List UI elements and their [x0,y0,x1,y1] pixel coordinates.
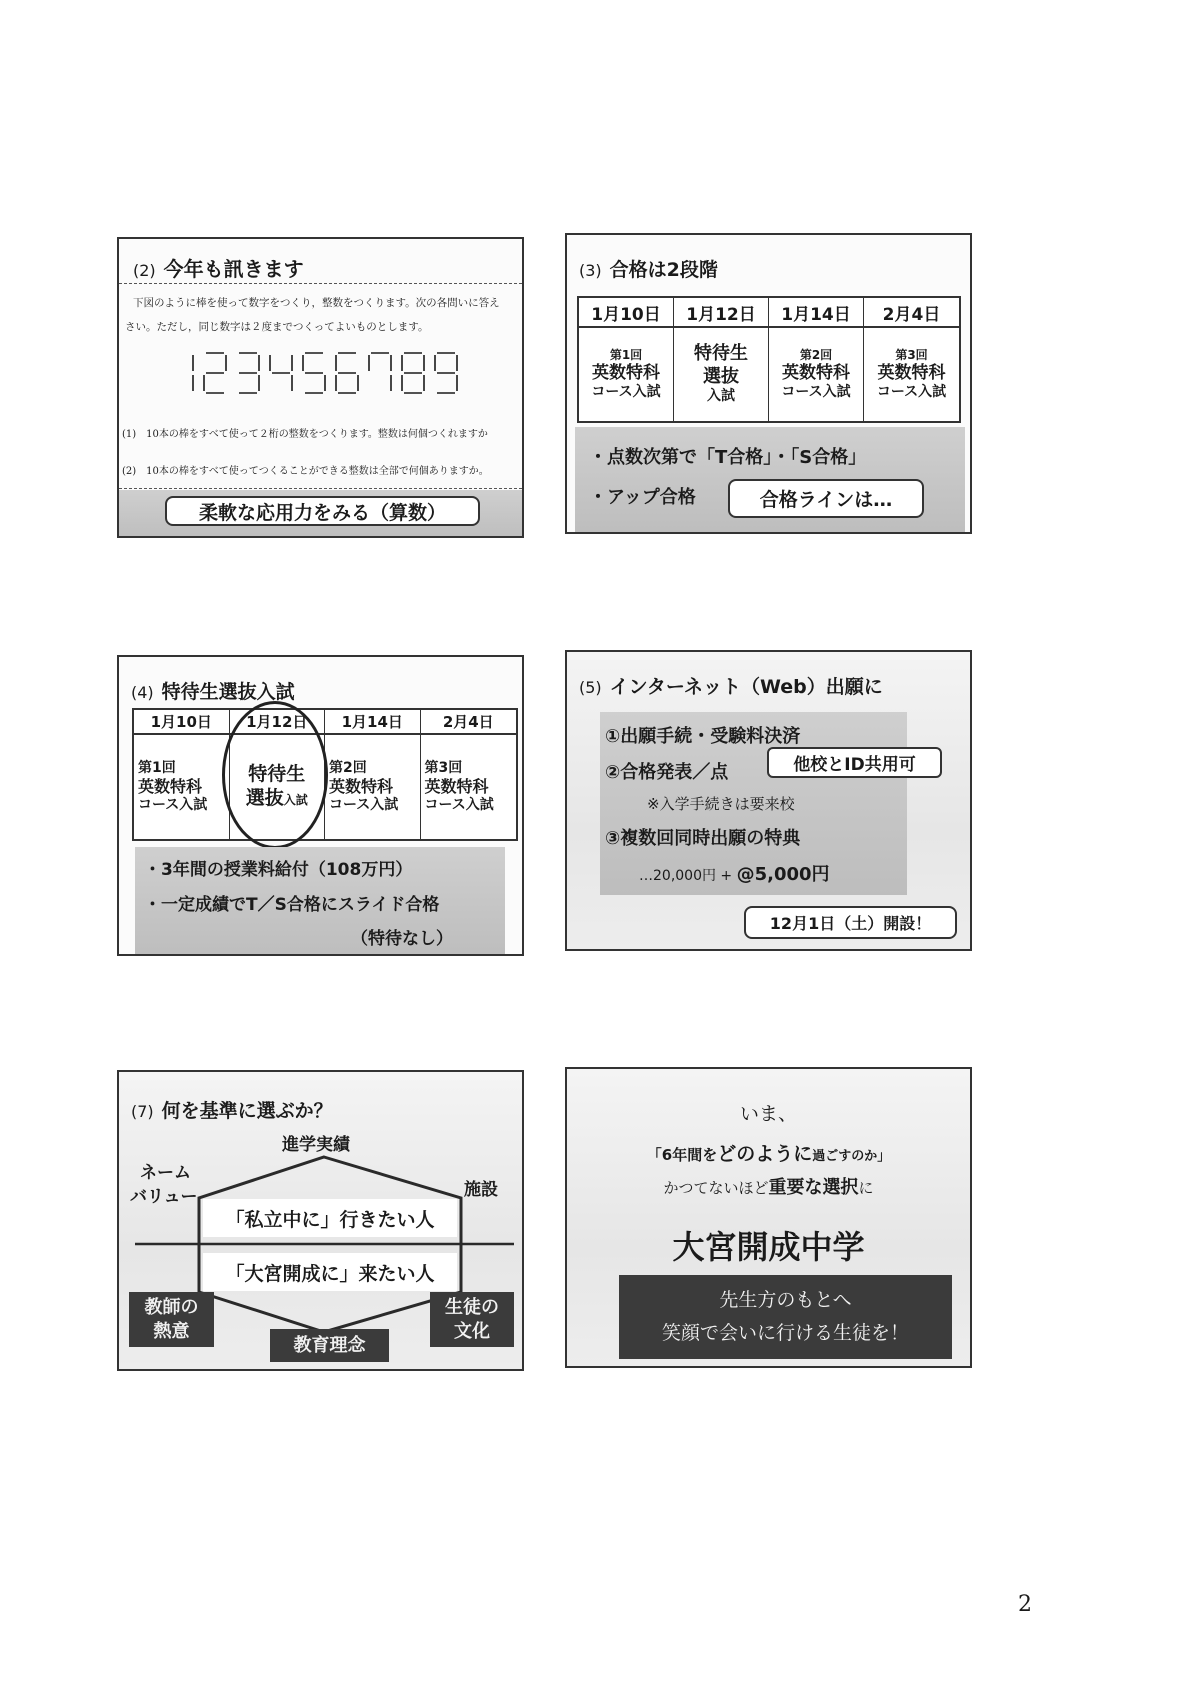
slide-closing-message [565,1067,972,1368]
slide-number: (7) [131,1102,154,1121]
exam-round: 第2回 [799,347,833,362]
box-line: 文化 [454,1320,490,1342]
callout-box: 合格ラインは… [728,479,924,518]
private-school-box: 「私立中に」行きたい人 [203,1199,457,1237]
slide-header [579,255,718,282]
box-line: 笑顔で会いに行ける生徒を！ [661,1322,909,1344]
exam-round: 第3回 [424,759,463,776]
highlight-ellipse [222,701,328,849]
box-line: 先生方のもとへ [719,1289,852,1312]
slide-5-web-application [565,650,972,951]
bullet-note: （特待なし） [351,929,453,949]
exam-course: 特待生 [694,343,748,365]
table-header-date: 1月14日 [769,298,864,328]
divider [119,283,522,284]
slide-number: (5) [579,678,602,697]
seven-segment-digit [204,353,226,393]
question-1: (1) 10本の棒をすべて使って２桁の整数をつくります。整数は何個つくれますか [122,429,488,440]
table-cell [421,735,517,839]
callout-box: 他校とID共用可 [767,747,942,778]
note-line: ※入学手続きは要来校 [647,795,795,813]
box-line: 教師の [144,1297,199,1319]
message-part: 重要な選択 [768,1177,859,1198]
slide-2-math-question [117,237,524,538]
slide-header [579,672,883,699]
problem-text-line: さい。ただし，同じ数字は２度までつくってよいものとします。 [125,321,429,333]
table-cell [769,328,864,421]
question-2: (2) 10本の棒をすべて使ってつくることができる整数は全部で何個ありますか。 [122,466,489,477]
exam-schedule-table [577,296,961,423]
seven-segment-digit [402,353,424,393]
exam-course: 選抜 [245,787,284,809]
table-header-date: 1月10日 [579,298,674,328]
slide-title: 合格は2段階 [609,259,718,281]
table-cell [325,735,421,839]
open-date-box: 12月1日（土）開設！ [744,906,957,939]
seven-segment-digit [303,353,325,393]
problem-text-line: 下図のように棒を使って数字をつくり，整数をつくります。次の各問いに答え [133,297,500,309]
seven-segment-digit [239,353,259,393]
student-culture-box [430,1292,514,1347]
exam-type: コース入試 [591,383,661,400]
table-header-date: 1月12日 [674,298,769,328]
slide-title: 何を基準に選ぶか？ [161,1100,333,1122]
slide-number: (4) [131,683,154,702]
omiya-kaisei-box: 「大宮開成に」来たい人 [203,1253,457,1291]
message-line [567,1173,970,1199]
message-line: いま、 [739,1103,797,1125]
exam-type: コース入試 [138,797,208,813]
table-header-date: 2月4日 [864,298,959,328]
exam-type: 入試 [283,793,308,807]
fee-prefix: …20,000円 + [639,868,737,884]
box-line: 生徒の [445,1297,499,1319]
exam-course: 英数特科 [329,777,394,796]
message-part: 過ごすのか」 [812,1149,891,1164]
criterion-label: 施設 [464,1180,498,1200]
seven-segment-digits [167,349,467,399]
exam-course: 英数特科 [592,362,660,383]
message-part: に [858,1179,874,1197]
slide-7-selection-criteria [117,1070,524,1371]
bullet-text: ・アップ合格 [589,487,696,508]
exam-course: 特待生 [248,763,306,786]
slide-title: 今年も訊きます [163,257,304,281]
criterion-label: バリュー [130,1187,198,1207]
seven-segment-digit [336,353,358,393]
exam-type: 入試 [707,388,735,405]
school-name: 大宮開成中学 [672,1228,865,1266]
exam-round: 第3回 [895,347,928,362]
seven-segment-digit [270,355,292,391]
slide-3-two-stage-pass [565,233,972,534]
slide-header [133,253,304,282]
philosophy-box: 教育理念 [270,1329,389,1362]
feature-line: ②合格発表／点 [605,762,729,783]
fee-line [639,860,830,886]
slide-title: 特待生選抜入試 [161,681,295,703]
slide-title: インターネット（Web）出願に [609,676,883,698]
table-header-date: 1月10日 [134,710,230,735]
teacher-passion-box [129,1292,214,1347]
divider [119,488,522,489]
table-cell [579,328,674,421]
message-part: どのように [717,1143,813,1165]
feature-line: ③複数回同時出願の特典 [605,828,801,849]
slide-4-scholarship-exam [117,655,524,956]
exam-type: コース入試 [424,797,494,813]
table-header-date: 1月12日 [230,710,326,735]
slide-number: (2) [133,261,156,280]
bullet-text: ・一定成績でT／S合格にスライド合格 [144,895,440,915]
seven-segment-digit [369,353,391,391]
exam-type: コース入試 [329,797,399,813]
exam-type: コース入試 [876,383,947,400]
table-cell [864,328,959,421]
feature-line: ①出願手続・受験料決済 [605,726,801,747]
exam-course: 英数特科 [877,362,946,383]
slide-number: (3) [579,261,602,280]
message-part: かつてないほど [663,1179,769,1197]
page-number: 2 [1018,1592,1032,1617]
exam-course: 選抜 [703,365,739,387]
criterion-label: 進学実績 [282,1135,350,1155]
slide-header [131,677,295,704]
callout-box: 柔軟な応用力をみる（算数） [165,496,480,526]
bullet-text: ・3年間の授業料給付（108万円） [144,860,413,880]
bullet-text: ・点数次第で「T合格」・「S合格」 [589,447,867,468]
message-line [567,1139,970,1166]
criterion-label: ネーム [140,1163,191,1183]
table-header-date: 1月14日 [325,710,421,735]
seven-segment-digit [435,353,457,393]
exam-round: 第1回 [138,759,176,776]
message-part: 「6年間を [646,1146,718,1164]
table-cell [674,328,769,421]
box-line: 熱意 [153,1320,190,1342]
exam-round: 第2回 [329,759,367,776]
exam-course: 英数特科 [138,777,203,796]
exam-round: 第1回 [609,347,643,362]
exam-course: 英数特科 [782,362,850,383]
closing-box [619,1275,952,1359]
exam-course: 英数特科 [424,777,489,796]
table-cell [134,735,230,839]
exam-type: コース入試 [781,383,851,400]
table-header-date: 2月4日 [421,710,517,735]
fee-main: @5,000円 [736,864,830,885]
